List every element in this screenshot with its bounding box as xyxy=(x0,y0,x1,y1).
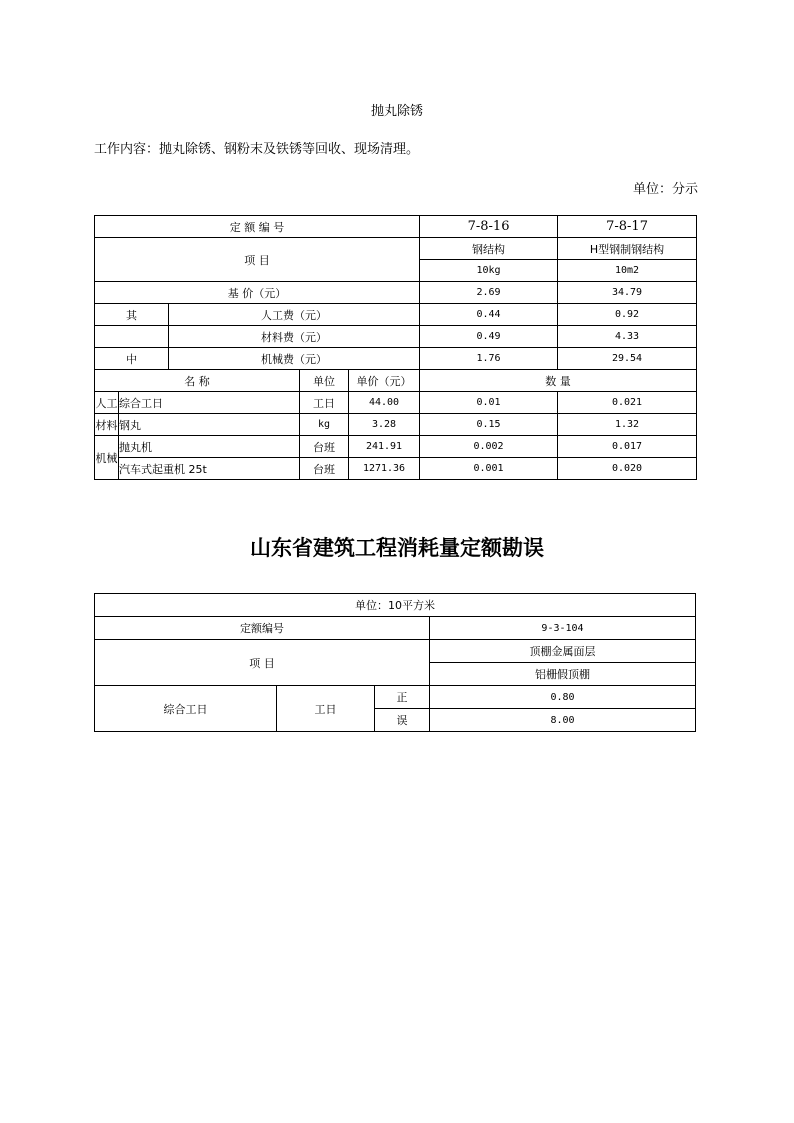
errata-correct-value: 0.80 xyxy=(430,686,696,709)
table-row xyxy=(95,686,696,709)
resource-price: 241.91 xyxy=(349,436,420,458)
errata-labor-label: 综合工日 xyxy=(95,686,277,732)
labor-cost-1: 0.44 xyxy=(420,304,558,326)
resource-qty-2: 0.021 xyxy=(558,392,697,414)
category-material: 材料 xyxy=(95,414,119,436)
errata-item-line2: 铝栅假顶棚 xyxy=(430,663,696,686)
item-label: 项 目 xyxy=(95,238,420,282)
base-price-label: 基 价（元） xyxy=(95,282,420,304)
resource-qty-1: 0.002 xyxy=(420,436,558,458)
col-unit-1: 10kg xyxy=(420,260,558,282)
resource-unit: 台班 xyxy=(300,458,349,480)
among-label-2: 中 xyxy=(95,348,169,370)
table-row xyxy=(95,326,697,348)
table-row xyxy=(95,370,697,392)
errata-labor-unit: 工日 xyxy=(277,686,375,732)
errata-wrong-label: 误 xyxy=(375,709,430,732)
errata-wrong-value: 8.00 xyxy=(430,709,696,732)
table-row xyxy=(95,594,696,617)
quota-code-2: 7-8-17 xyxy=(558,216,697,238)
among-label-1: 其 xyxy=(95,304,169,326)
resource-qty-2: 1.32 xyxy=(558,414,697,436)
header-quantity: 数 量 xyxy=(420,370,697,392)
header-unit: 单位 xyxy=(300,370,349,392)
labor-cost-2: 0.92 xyxy=(558,304,697,326)
col-name-1: 钢结构 xyxy=(420,238,558,260)
labor-cost-label: 人工费（元） xyxy=(169,304,420,326)
col-name-2: H型钢制钢结构 xyxy=(558,238,697,260)
table-row xyxy=(95,282,697,304)
table-row xyxy=(95,640,696,663)
header-name: 名 称 xyxy=(95,370,300,392)
resource-qty-2: 0.020 xyxy=(558,458,697,480)
resource-name: 汽车式起重机 25t xyxy=(119,458,300,480)
table-row xyxy=(95,414,697,436)
resource-unit: 工日 xyxy=(300,392,349,414)
errata-correct-label: 正 xyxy=(375,686,430,709)
machine-cost-label: 机械费（元） xyxy=(169,348,420,370)
resource-qty-2: 0.017 xyxy=(558,436,697,458)
unit-label: 单位：分示 xyxy=(632,182,698,197)
table-row xyxy=(95,238,697,260)
resource-name: 综合工日 xyxy=(119,392,300,414)
errata-title: 山东省建筑工程消耗量定额勘误 xyxy=(250,535,544,560)
table-row xyxy=(95,458,697,480)
table-row xyxy=(95,216,697,238)
errata-item-line1: 顶棚金属面层 xyxy=(430,640,696,663)
errata-quota-no-label: 定额编号 xyxy=(95,617,430,640)
resource-qty-1: 0.001 xyxy=(420,458,558,480)
base-price-1: 2.69 xyxy=(420,282,558,304)
work-content-text: 工作内容：抛丸除锈、钢粉末及铁锈等回收、现场清理。 xyxy=(94,142,420,157)
errata-code: 9-3-104 xyxy=(430,617,696,640)
machine-cost-2: 29.54 xyxy=(558,348,697,370)
material-cost-2: 4.33 xyxy=(558,326,697,348)
resource-name: 钢丸 xyxy=(119,414,300,436)
header-price: 单价（元） xyxy=(349,370,420,392)
resource-price: 3.28 xyxy=(349,414,420,436)
section-heading: 抛丸除锈 xyxy=(370,104,423,119)
material-cost-1: 0.49 xyxy=(420,326,558,348)
errata-table xyxy=(94,593,696,732)
resource-qty-1: 0.01 xyxy=(420,392,558,414)
col-unit-2: 10m2 xyxy=(558,260,697,282)
category-machine: 机械 xyxy=(95,436,119,480)
resource-name: 抛丸机 xyxy=(119,436,300,458)
table-row xyxy=(95,617,696,640)
table-row xyxy=(95,392,697,414)
among-label-blank xyxy=(95,326,169,348)
resource-unit: kg xyxy=(300,414,349,436)
quota-no-label: 定 额 编 号 xyxy=(95,216,420,238)
errata-unit-row: 单位：10平方米 xyxy=(95,594,696,617)
quota-code-1: 7-8-16 xyxy=(420,216,558,238)
resource-qty-1: 0.15 xyxy=(420,414,558,436)
errata-item-label: 项 目 xyxy=(95,640,430,686)
base-price-2: 34.79 xyxy=(558,282,697,304)
table-row xyxy=(95,304,697,326)
quota-table xyxy=(94,215,697,480)
category-labor: 人工 xyxy=(95,392,119,414)
material-cost-label: 材料费（元） xyxy=(169,326,420,348)
table-row xyxy=(95,436,697,458)
resource-price: 1271.36 xyxy=(349,458,420,480)
table-row xyxy=(95,348,697,370)
resource-unit: 台班 xyxy=(300,436,349,458)
resource-price: 44.00 xyxy=(349,392,420,414)
machine-cost-1: 1.76 xyxy=(420,348,558,370)
